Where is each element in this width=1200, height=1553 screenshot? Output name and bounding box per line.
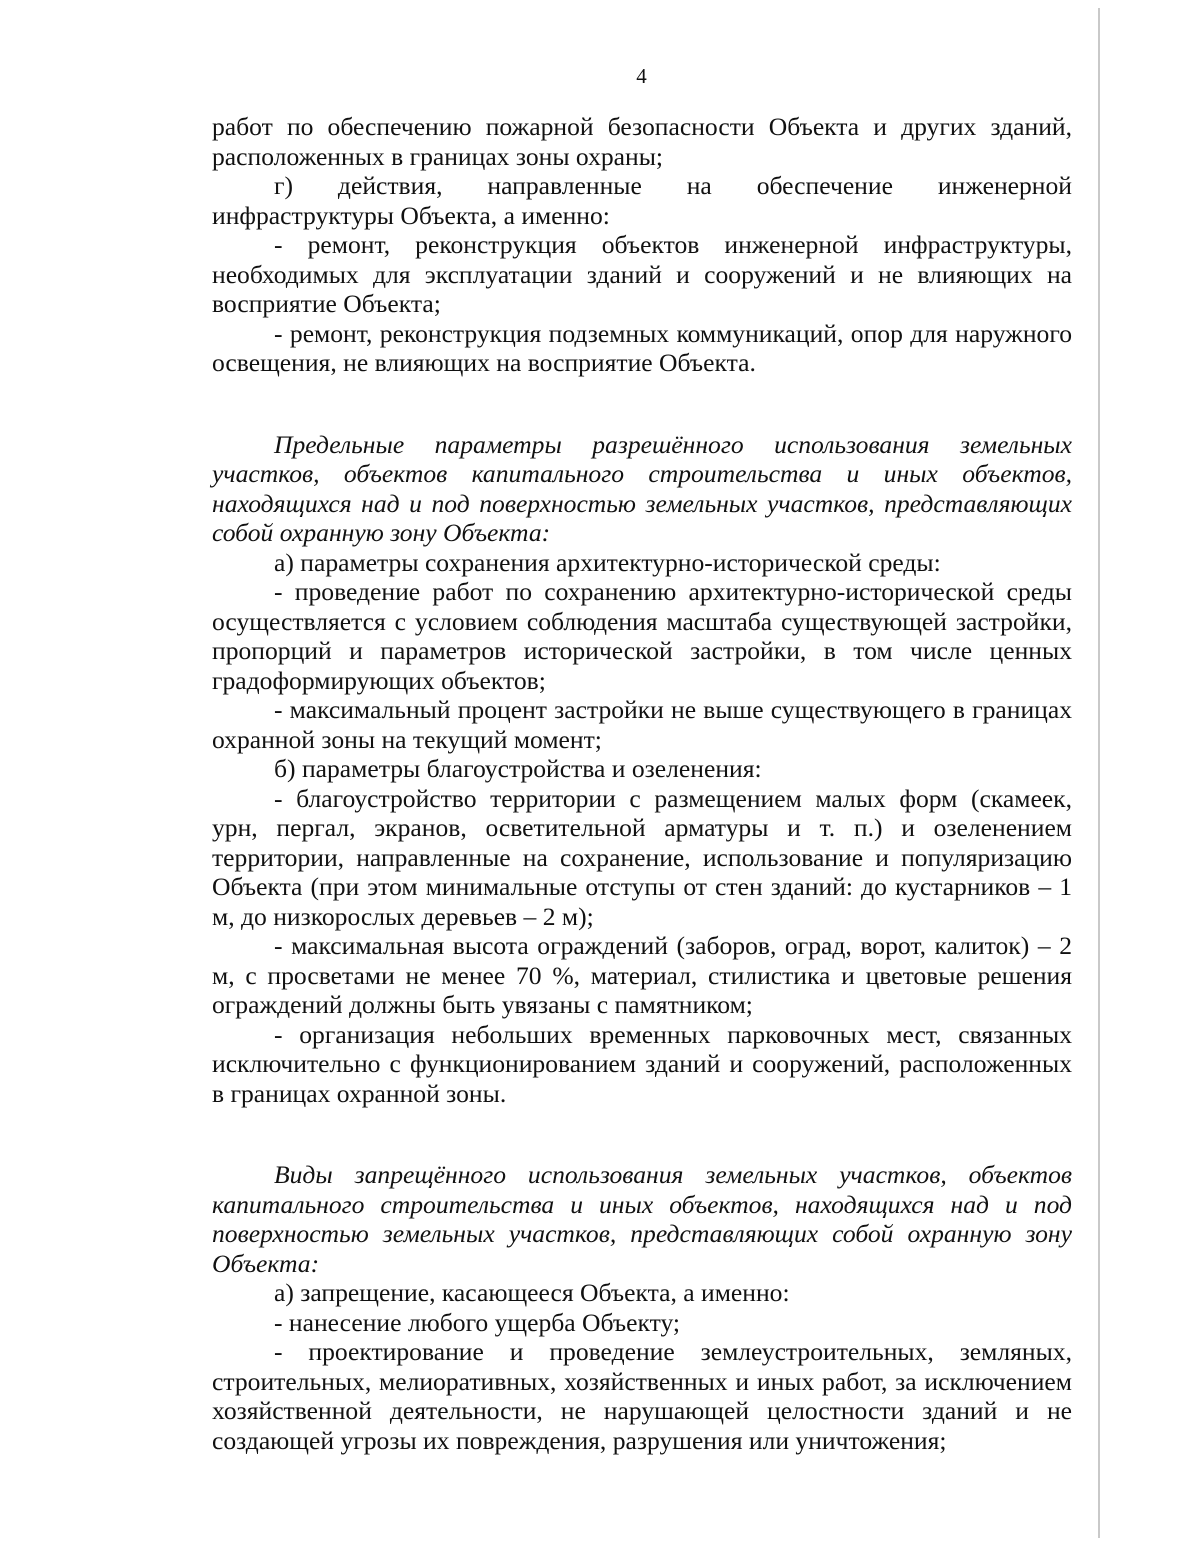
body-paragraph: - благоустройство территории с размещением малых форм (скамеек, урн, пергал, экранов, осветительной арматуры и т. п.) и озеленением территории, направленные на сохранение, использование и популяризацию Объекта (при этом минимальные отступы от стен зданий: до кустарников – 1 м, до низкорослых деревьев – 2 м); bbox=[212, 783, 1072, 931]
body-paragraph: - максимальный процент застройки не выше существующего в границах охранной зоны на текущий момент; bbox=[212, 695, 1072, 754]
body-paragraph: - проведение работ по сохранению архитектурно-исторической среды осуществляется с условием соблюдения масштаба существующей застройки, пропорций и параметров исторической застройки, в том числе ценных градоформирующих объектов; bbox=[212, 577, 1072, 695]
body-paragraph: - организация небольших временных парковочных мест, связанных исключительно с функционированием зданий и сооружений, расположенных в границах охранной зоны. bbox=[212, 1019, 1072, 1108]
body-paragraph: работ по обеспечению пожарной безопасности Объекта и других зданий, расположенных в границах зоны охраны; bbox=[212, 112, 1072, 171]
section-heading-paragraph: Предельные параметры разрешённого использования земельных участков, объектов капитального строительства и иных объектов, находящихся над и под поверхностью земельных участков, представляющих собой охранную зону Объекта: bbox=[212, 429, 1072, 547]
body-paragraph: а) запрещение, касающееся Объекта, а именно: bbox=[274, 1278, 790, 1307]
page-edge bbox=[1098, 8, 1100, 1538]
body-paragraph: - проектирование и проведение землеустроительных, земляных, строительных, мелиоративных, хозяйственных и иных работ, за исключением хозяйственной деятельности, не нарушающей целостности зданий и не создающей угрозы их повреждения, разрушения или уничтожения; bbox=[212, 1337, 1072, 1455]
body-paragraph: - нанесение любого ущерба Объекту; bbox=[274, 1307, 681, 1337]
body-paragraph: б) параметры благоустройства и озеленения: bbox=[274, 754, 762, 783]
body-paragraph: инфраструктуры Объекта, а именно: bbox=[212, 200, 610, 230]
paragraph-gap bbox=[212, 1108, 1072, 1160]
document-body bbox=[212, 112, 1072, 1455]
page-number: 4 bbox=[636, 64, 647, 88]
section-heading-paragraph: Виды запрещённого использования земельных участков, объектов капитального строительства и иных объектов, находящихся над и под поверхностью земельных участков, представляющих собой охранную зону Объекта: bbox=[212, 1160, 1072, 1278]
body-paragraph: а) параметры сохранения архитектурно-исторической среды: bbox=[274, 547, 941, 577]
body-paragraph: - ремонт, реконструкция объектов инженерной инфраструктуры, необходимых для эксплуатации зданий и сооружений и не влияющих на восприятие Объекта; bbox=[212, 230, 1072, 318]
body-paragraph: г) действия, направленные на обеспечение инженерной bbox=[274, 171, 1072, 200]
body-paragraph: - максимальная высота ограждений (заборов, оград, ворот, калиток) – 2 м, с просветами не менее 70 %, материал, стилистика и цветовые решения ограждений должны быть увязаны с памятником; bbox=[212, 931, 1072, 1019]
body-paragraph: - ремонт, реконструкция подземных коммуникаций, опор для наружного освещения, не влияющих на восприятие Объекта. bbox=[212, 318, 1072, 377]
paragraph-gap bbox=[212, 378, 1072, 430]
